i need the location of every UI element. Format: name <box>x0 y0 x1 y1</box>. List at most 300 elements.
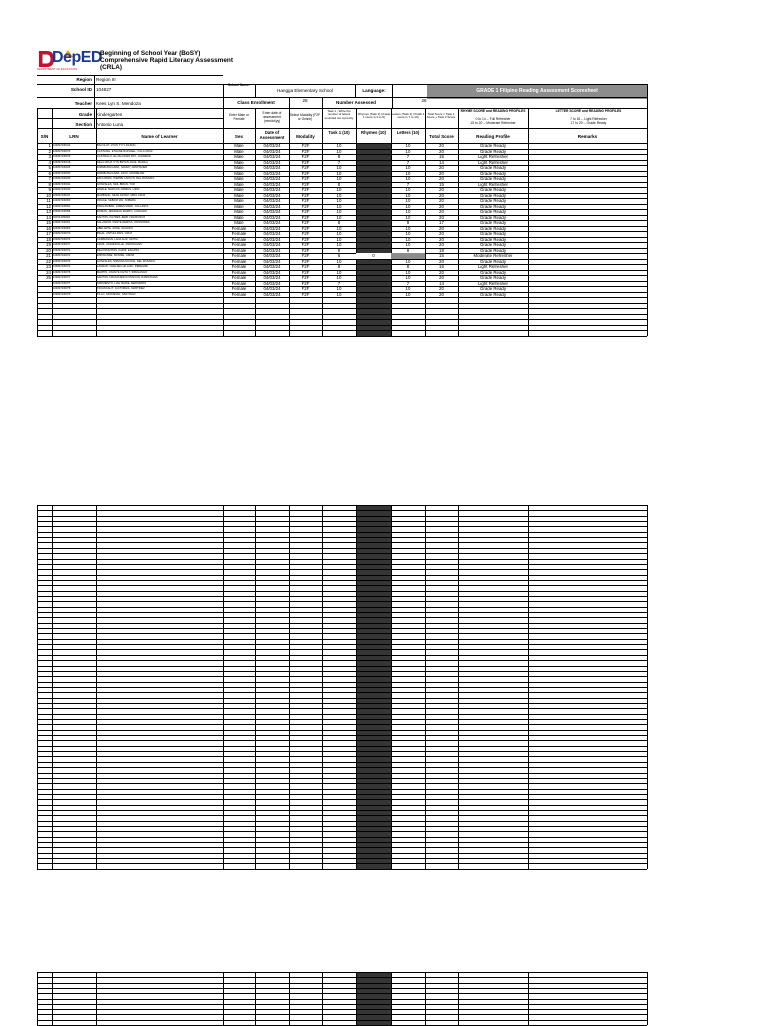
row-letters: 9 <box>406 220 410 226</box>
row-reading-profile: Grade Ready <box>479 203 507 209</box>
rhyme-profile-title: RHYME SCORE and READING PROFILES <box>460 109 526 113</box>
table-col-line <box>37 505 38 869</box>
row-date: 04/03/24 <box>263 236 281 242</box>
row-letters: 10 <box>405 231 411 237</box>
header-col-line <box>223 108 224 143</box>
row-modality: F2F <box>301 187 310 193</box>
row-reading-profile: Grade Ready <box>479 236 507 242</box>
row-lrn: 104827230016 <box>53 155 71 159</box>
table-col-line <box>647 143 648 336</box>
row-modality: F2F <box>301 143 310 149</box>
region-label: Region <box>76 77 92 82</box>
row-sn: 18 <box>46 236 51 242</box>
row-modality: F2F <box>301 247 310 253</box>
row-learner-name: GONZALES, NIRVANA NICOLE, DEL ROSARIO <box>97 259 156 263</box>
teacher-label: Teacher <box>74 101 92 106</box>
school-name-value: Hangga Elementary School <box>277 88 333 93</box>
grade-value: Kindergarten <box>96 112 123 117</box>
row-date: 04/03/24 <box>263 181 281 187</box>
row-reading-profile: Grade Ready <box>479 176 507 182</box>
table-row-line <box>37 623 647 624</box>
row-rhymes: 0 <box>372 253 375 259</box>
row-task1: 10 <box>336 187 342 193</box>
row-sex: Male <box>234 187 244 193</box>
row-task1: 10 <box>336 291 342 297</box>
row-lrn: 104827230041 <box>53 182 71 186</box>
row-sn: 3 <box>48 154 51 160</box>
row-date: 04/03/24 <box>263 159 281 165</box>
row-sn: 11 <box>46 198 51 204</box>
row-letters: 10 <box>405 143 411 149</box>
table-col-line <box>356 143 357 336</box>
row-total: 20 <box>439 275 444 281</box>
row-modality: F2F <box>301 269 310 275</box>
logo-subtext: DEPARTMENT OF EDUCATION <box>37 68 78 71</box>
table-row-line <box>37 735 647 736</box>
row-reading-profile: Grade Ready <box>479 187 507 193</box>
row-total: 14 <box>439 159 444 165</box>
row-lrn: 104827230078 <box>53 287 71 291</box>
col-date: Date of Assessment <box>259 130 285 140</box>
table-row-line <box>37 714 647 715</box>
row-task1: 10 <box>336 209 342 215</box>
row-task1: 10 <box>336 165 342 171</box>
row-sn: 5 <box>48 165 51 171</box>
row-learner-name: ESPIRANDE, BONNIE, LIMOR <box>97 254 135 258</box>
row-reading-profile: Grade Ready <box>479 247 507 253</box>
row-letters: 10 <box>405 148 411 154</box>
row-reading-profile: Light Refresher <box>477 154 509 160</box>
table-row-line <box>37 778 647 779</box>
row-modality: F2F <box>301 225 310 231</box>
table-row-line <box>37 510 647 511</box>
row-date: 04/03/24 <box>263 269 281 275</box>
row-date: 04/03/24 <box>263 192 281 198</box>
table-row-line <box>37 810 647 811</box>
row-date: 04/03/24 <box>263 247 281 253</box>
row-task1: 10 <box>336 170 342 176</box>
row-reading-profile: Light Refresher <box>477 264 509 270</box>
table-row-line <box>37 516 647 517</box>
row-letters: 10 <box>405 165 411 171</box>
row-sex: Female <box>231 231 247 237</box>
table-col-line <box>647 972 648 1025</box>
number-assessed-label: Number Assessed <box>336 100 376 105</box>
header-col-line <box>255 108 256 143</box>
table-col-line <box>52 972 53 1025</box>
row-lrn: 104827230050 <box>53 199 71 203</box>
table-row-line <box>37 1004 647 1005</box>
row-lrn: 104827230071 <box>53 248 71 252</box>
row-modality: F2F <box>301 236 310 242</box>
row-learner-name: SALVADOR, KENTE REMISS, ODONORES <box>97 221 150 225</box>
table-row-line <box>37 575 647 576</box>
row-reading-profile: Grade Ready <box>479 192 507 198</box>
row-task1: 9 <box>337 247 341 253</box>
class-enrollment-value: 28 <box>302 98 308 103</box>
row-task1: 10 <box>336 176 342 182</box>
row-learner-name: MARTIN, JOHNYE FAITH T, SIBULANGO <box>97 270 148 274</box>
row-task1: 10 <box>336 231 342 237</box>
row-learner-name: CARINAGAN, LANA ALIZ, SINTIA <box>97 237 138 241</box>
table-row-line <box>37 569 647 570</box>
row-learner-name: ESCUADRA, PIERRE LAKSYN, DEL ROSARIO <box>97 177 155 181</box>
row-lrn: 104827230077 <box>53 281 71 285</box>
table-row-line <box>37 773 647 774</box>
row-reading-profile: Light Refresher <box>477 159 509 165</box>
header-line <box>37 128 647 129</box>
row-date: 04/03/24 <box>263 203 281 209</box>
row-total: 20 <box>439 143 444 149</box>
table-col-line <box>425 972 426 1025</box>
letter-profile-1: 7 to 16 -- Light Refresher <box>570 117 607 121</box>
row-lrn: 104827230072 <box>53 254 71 258</box>
row-sn: 23 <box>46 264 51 270</box>
col-lrn: LRN <box>69 134 79 139</box>
row-task1: 10 <box>336 242 342 248</box>
table-row-line <box>37 988 647 989</box>
row-letters: 10 <box>405 286 411 292</box>
row-reading-profile: Moderate Refresher <box>473 253 513 259</box>
col-letters: Letters (10) <box>396 130 420 135</box>
table-row-line <box>37 628 647 629</box>
row-date: 04/03/24 <box>263 148 281 154</box>
header-col-line <box>458 108 459 143</box>
row-letters: 10 <box>405 198 411 204</box>
table-row-line <box>37 308 647 309</box>
row-date: 04/03/24 <box>263 258 281 264</box>
table-row-line <box>37 325 647 326</box>
grade-label: Grade <box>78 112 92 117</box>
table-col-line <box>96 505 97 869</box>
table-row-line <box>37 1009 647 1010</box>
row-lrn: 104827230077 <box>53 243 71 247</box>
table-col-line <box>528 972 529 1025</box>
row-lrn: 104827230073 <box>53 149 71 153</box>
table-row-line <box>37 660 647 661</box>
row-sex: Male <box>234 154 244 160</box>
row-letters: 10 <box>405 225 411 231</box>
table-row-line <box>37 821 647 822</box>
row-reading-profile: Grade Ready <box>479 225 507 231</box>
table-row-line <box>37 751 647 752</box>
row-total: 20 <box>439 203 444 209</box>
table-row-line <box>37 746 647 747</box>
row-letters: 10 <box>405 170 411 176</box>
header-line <box>223 108 647 109</box>
header-line <box>223 84 647 85</box>
table-row-line <box>37 698 647 699</box>
table-row-line <box>37 553 647 554</box>
table-col-line <box>223 972 224 1025</box>
row-modality: F2F <box>301 291 310 297</box>
row-learner-name: ORAGE, SEBASTIAN, SOBERA <box>97 199 136 203</box>
table-col-line <box>528 143 529 336</box>
row-lrn: 104827230074 <box>53 237 71 241</box>
row-total: 14 <box>439 280 444 286</box>
row-modality: F2F <box>301 148 310 154</box>
table-row-line <box>37 692 647 693</box>
row-date: 04/03/24 <box>263 143 281 149</box>
row-task1: 10 <box>336 214 342 220</box>
modality-instruction: Select Modality (F2F or Online) <box>289 113 321 121</box>
row-date: 04/03/24 <box>263 198 281 204</box>
header-divider <box>255 84 256 97</box>
row-date: 04/03/24 <box>263 286 281 292</box>
table-row-line <box>37 847 647 848</box>
row-letters: 10 <box>405 176 411 182</box>
row-learner-name: ROMAN, JERAMIAH MARKO, CORALES <box>97 210 147 214</box>
table-row-line <box>37 826 647 827</box>
table-row-line <box>37 815 647 816</box>
row-reading-profile: Grade Ready <box>479 258 507 264</box>
language-label: Language: <box>362 88 386 93</box>
table-row-line <box>37 633 647 634</box>
row-letters: 10 <box>405 203 411 209</box>
row-sn: 24 <box>46 269 51 275</box>
row-letters: 10 <box>405 242 411 248</box>
row-sn: 20 <box>46 247 51 253</box>
row-date: 04/03/24 <box>263 264 281 270</box>
row-modality: F2F <box>301 264 310 270</box>
row-sn: 7 <box>48 176 51 182</box>
row-letters: 8 <box>406 264 410 270</box>
row-date: 04/03/24 <box>263 280 281 286</box>
table-row-line <box>37 596 647 597</box>
row-sn: 12 <box>46 203 51 209</box>
row-lrn: 104827230058 <box>53 210 71 214</box>
row-date: 04/03/24 <box>263 214 281 220</box>
row-task1: 10 <box>336 148 342 154</box>
row-sex: Male <box>234 209 244 215</box>
col-total: Total Score <box>429 134 454 139</box>
letters-instruction: Letters (Task 2) (if task 1 score is 7 to 10) <box>391 112 425 120</box>
table-col-line <box>425 505 426 869</box>
table-row-line <box>37 682 647 683</box>
row-lrn: 104827230026 <box>53 166 71 170</box>
section-value: Antonio Luna <box>96 122 124 127</box>
row-sex: Female <box>231 264 247 270</box>
header-line <box>223 97 647 98</box>
row-learner-name: SANTOS, FRANCHESCA DUNCAN, RAMOZALES <box>97 276 158 280</box>
report-titles <box>100 50 233 71</box>
row-reading-profile: Grade Ready <box>479 214 507 220</box>
rhymes-column-shade <box>356 143 391 336</box>
row-total: 20 <box>439 148 444 154</box>
table-row-line <box>37 655 647 656</box>
header-col-line <box>52 108 53 143</box>
row-letters: 10 <box>405 214 411 220</box>
row-modality: F2F <box>301 220 310 226</box>
row-total: 20 <box>439 231 444 237</box>
table-row-line <box>37 639 647 640</box>
row-sex: Female <box>231 236 247 242</box>
row-sn: 6 <box>48 170 51 176</box>
table-col-line <box>391 972 392 1025</box>
table-col-line <box>52 505 53 869</box>
row-task1: 10 <box>336 225 342 231</box>
header-col-line <box>289 108 290 143</box>
row-sex: Female <box>231 275 247 281</box>
row-date: 04/03/24 <box>263 170 281 176</box>
row-modality: F2F <box>301 242 310 248</box>
row-task1: 7 <box>337 280 341 286</box>
row-learner-name: PANGANIBAN, JAMES MARK, CALLANTA <box>97 204 149 208</box>
row-task1: 7 <box>337 159 341 165</box>
col-task1: Task 1 (10) <box>328 130 350 135</box>
row-learner-name: TACANCALIT, JACTOREIA, MARTINEZ <box>97 287 145 291</box>
row-sex: Female <box>231 286 247 292</box>
table-row-line <box>37 532 647 533</box>
row-learner-name: DIMABUNGGAWA, ZACK, MONDEJAR <box>97 171 145 175</box>
row-sn: 15 <box>46 220 51 226</box>
table-row-line <box>37 767 647 768</box>
row-modality: F2F <box>301 258 310 264</box>
row-task1: 10 <box>336 275 342 281</box>
row-learner-name: ABELARTE, ZONE, SAGADO <box>97 226 133 230</box>
table-row-line <box>37 794 647 795</box>
table-row-line <box>37 869 647 870</box>
row-learner-name: DELOSSANTOS, KARIZ, ESCANO <box>97 248 140 252</box>
table-col-line <box>458 972 459 1025</box>
header-col-line <box>391 108 392 143</box>
col-sex: Sex <box>234 134 244 139</box>
header-col-line <box>528 108 529 143</box>
row-modality: F2F <box>301 192 310 198</box>
table-row-line <box>37 719 647 720</box>
row-letters: 10 <box>405 269 411 275</box>
row-lrn: 104827230040 <box>53 177 71 181</box>
row-sn: 13 <box>46 209 51 215</box>
row-reading-profile: Grade Ready <box>479 269 507 275</box>
row-date: 04/03/24 <box>263 275 281 281</box>
header-divider <box>392 84 393 97</box>
table-row-line <box>37 303 647 304</box>
table-col-line <box>458 505 459 869</box>
col-rhymes: Rhymes (10) <box>361 130 386 135</box>
row-modality: F2F <box>301 165 310 171</box>
table-col-line <box>322 505 323 869</box>
scoresheet-title: GRADE 1 Filipino Reading Assessment Scoresheet <box>476 88 598 94</box>
section-label: Section <box>75 122 92 127</box>
header-divider <box>647 84 648 143</box>
row-reading-profile: Grade Ready <box>479 242 507 248</box>
row-sex: Male <box>234 159 244 165</box>
row-lrn: 104827230047 <box>53 193 71 197</box>
total-instruction: Total Score = Task 1 Score + Task 2 Score <box>426 112 456 120</box>
row-task1: 6 <box>337 253 341 259</box>
table-row-line <box>37 789 647 790</box>
table-col-line <box>223 505 224 869</box>
table-row-line <box>37 526 647 527</box>
row-task1: 10 <box>336 203 342 209</box>
info-row-line <box>37 97 223 98</box>
header-divider <box>289 97 290 108</box>
row-task1: 8 <box>337 220 341 226</box>
row-letters: 9 <box>406 247 410 253</box>
task1-instruction: Task 1 - Write the number of letters sounded out correctly <box>324 109 354 120</box>
row-total: 20 <box>439 269 444 275</box>
table-row-line <box>37 740 647 741</box>
table-row-line <box>37 548 647 549</box>
header-divider <box>322 97 323 108</box>
row-reading-profile: Grade Ready <box>479 291 507 297</box>
table-row-line <box>37 687 647 688</box>
row-sn: 2 <box>48 148 51 154</box>
row-lrn: 104827230079 <box>53 292 71 296</box>
row-sex: Female <box>231 269 247 275</box>
col-remarks: Remarks <box>577 134 598 139</box>
table-col-line <box>289 972 290 1025</box>
row-modality: F2F <box>301 214 310 220</box>
row-total: 15 <box>439 181 444 187</box>
table-row-line <box>37 977 647 978</box>
row-task1: 10 <box>336 192 342 198</box>
table-col-line <box>356 505 357 869</box>
row-sex: Female <box>231 242 247 248</box>
row-lrn: 104827230052 <box>53 204 71 208</box>
row-date: 04/03/24 <box>263 165 281 171</box>
header-divider <box>392 97 393 108</box>
row-learner-name: LAGRAD, CHELSEA HILLARY, PEREGRE <box>97 265 148 269</box>
table-row-line <box>37 730 647 731</box>
table-row-line <box>37 837 647 838</box>
row-modality: F2F <box>301 198 310 204</box>
row-sex: Male <box>234 192 244 198</box>
col-modality: Modality <box>296 134 315 139</box>
row-modality: F2F <box>301 176 310 182</box>
row-learner-name: LIMALE, MARCUS JUDEUS, LIRIO <box>97 188 140 192</box>
row-lrn: 104827230043 <box>53 188 71 192</box>
row-sn: 16 <box>46 225 51 231</box>
row-reading-profile: Grade Ready <box>479 209 507 215</box>
row-modality: F2F <box>301 280 310 286</box>
row-sn: 14 <box>46 214 51 220</box>
sex-instruction: Enter Male or Female <box>229 113 249 121</box>
row-modality: F2F <box>301 253 310 259</box>
row-sex: Male <box>234 198 244 204</box>
row-date: 04/03/24 <box>263 242 281 248</box>
row-sn: 8 <box>48 181 51 187</box>
row-letters: 7 <box>406 280 410 286</box>
row-reading-profile: Light Refresher <box>477 181 509 187</box>
header-col-line <box>356 108 357 143</box>
row-learner-name: CASTRILLO, ELIJAH WIAN RAY, JOHNMAR <box>97 155 151 159</box>
table-row-line <box>37 799 647 800</box>
row-total: 20 <box>439 291 444 297</box>
info-row-line <box>37 108 223 109</box>
info-row-line <box>37 75 223 76</box>
row-modality: F2F <box>301 181 310 187</box>
row-date: 04/03/24 <box>263 225 281 231</box>
row-total: 15 <box>439 253 444 259</box>
header-col-line <box>37 108 38 143</box>
table-row-line <box>37 580 647 581</box>
col-sn: S/N <box>40 134 49 139</box>
row-sn: 17 <box>46 231 51 237</box>
row-letters: 7 <box>406 154 410 160</box>
row-modality: F2F <box>301 159 310 165</box>
row-letters: 10 <box>405 258 411 264</box>
teacher-value: Kees Lyn S. Mendoza <box>96 101 141 106</box>
row-sex: Female <box>231 247 247 253</box>
row-sex: Female <box>231 225 247 231</box>
row-sex: Male <box>234 143 244 149</box>
row-date: 04/03/24 <box>263 291 281 297</box>
table-row-line <box>37 644 647 645</box>
table-row-line <box>37 617 647 618</box>
table-row-line <box>37 612 647 613</box>
